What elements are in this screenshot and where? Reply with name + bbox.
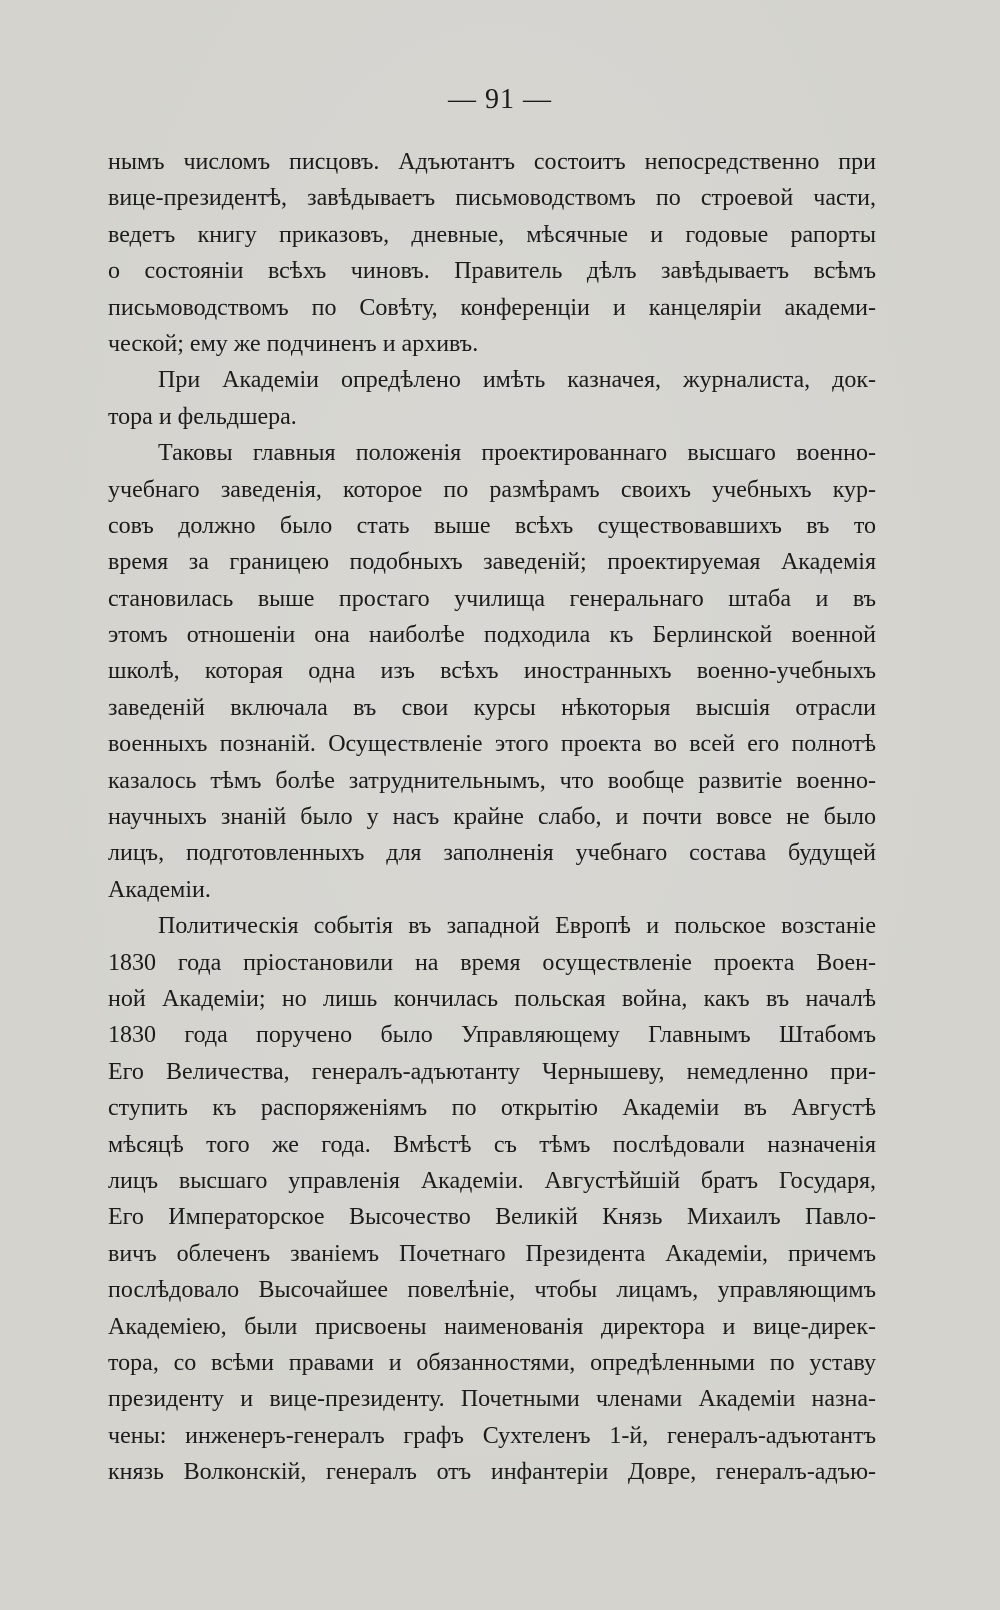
text-line: письмоводствомъ по Совѣту, конференціи и канцеляріи академи- bbox=[108, 294, 876, 321]
text-line: казалось тѣмъ болѣе затруднительнымъ, что вообще развитіе военно- bbox=[108, 767, 876, 794]
paragraph-1 bbox=[108, 144, 876, 362]
text-line: этомъ отношеніи она наиболѣе подходила къ Берлинской военной bbox=[108, 622, 876, 649]
text-line: Его Величества, генералъ-адъютанту Чернышеву, немедленно при- bbox=[108, 1058, 876, 1085]
text-line: вице-президентѣ, завѣдываетъ письмоводствомъ по строевой части, bbox=[108, 185, 876, 212]
text-line: ступить къ распоряженіямъ по открытію Академіи въ Августѣ bbox=[108, 1095, 876, 1122]
text-line: военныхъ познаній. Осуществленіе этого проекта во всей его полнотѣ bbox=[108, 731, 876, 758]
text-line: о состояніи всѣхъ чиновъ. Правитель дѣлъ завѣдываетъ всѣмъ bbox=[108, 258, 876, 285]
text-line: 1830 года поручено было Управляющему Главнымъ Штабомъ bbox=[108, 1022, 876, 1049]
text-line: чены: инженеръ-генералъ графъ Сухтеленъ 1-й, генералъ-адъютантъ bbox=[108, 1422, 876, 1449]
text-line: ведетъ книгу приказовъ, дневные, мѣсячные и годовые рапорты bbox=[108, 221, 876, 248]
paragraph-4 bbox=[108, 908, 876, 1490]
text-line: президенту и вице-президенту. Почетными членами Академіи назна- bbox=[108, 1386, 876, 1413]
text-line: 1830 года пріостановили на время осуществленіе проекта Воен- bbox=[108, 949, 876, 976]
text-line: заведеній включала въ свои курсы нѣкоторыя высшія отрасли bbox=[108, 694, 876, 721]
text-line: послѣдовало Высочайшее повелѣніе, чтобы лицамъ, управляющимъ bbox=[108, 1277, 876, 1304]
text-line: мѣсяцѣ того же года. Вмѣстѣ съ тѣмъ послѣдовали назначенія bbox=[108, 1131, 876, 1158]
paragraph-2 bbox=[108, 362, 876, 435]
text-line: вичъ облеченъ званіемъ Почетнаго Президента Академіи, причемъ bbox=[108, 1240, 876, 1267]
text-line: совъ должно было стать выше всѣхъ существовавшихъ въ то bbox=[108, 512, 876, 539]
page-number: — 91 — bbox=[448, 84, 552, 115]
text-line: Политическія событія въ западной Европѣ и польское возстаніе bbox=[158, 913, 876, 940]
text-line: лицъ высшаго управленія Академіи. Августѣйшій братъ Государя, bbox=[108, 1167, 876, 1194]
text-line: князь Волконскій, генералъ отъ инфантеріи Довре, генералъ-адъю- bbox=[108, 1459, 876, 1486]
text-line: тора и фельдшера. bbox=[108, 403, 297, 430]
text-line: ной Академіи; но лишь кончилась польская война, какъ въ началѣ bbox=[108, 985, 876, 1012]
text-line: лицъ, подготовленныхъ для заполненія учебнаго состава будущей bbox=[108, 840, 876, 867]
text-line: тора, со всѣми правами и обязанностями, опредѣленными по уставу bbox=[108, 1349, 876, 1376]
text-line: ческой; ему же подчиненъ и архивъ. bbox=[108, 330, 479, 357]
text-line: При Академіи опредѣлено имѣть казначея, журналиста, док- bbox=[158, 367, 876, 394]
text-line: учебнаго заведенія, которое по размѣрамъ своихъ учебныхъ кур- bbox=[108, 476, 876, 503]
paragraph-3 bbox=[108, 435, 876, 908]
body-text bbox=[108, 144, 876, 1490]
text-line: Таковы главныя положенія проектированнаго высшаго военно- bbox=[158, 440, 876, 467]
text-line: научныхъ знаній было у насъ крайне слабо, и почти вовсе не было bbox=[108, 804, 876, 831]
text-line: школѣ, которая одна изъ всѣхъ иностранныхъ военно-учебныхъ bbox=[108, 658, 876, 685]
text-line: становилась выше простаго училища генеральнаго штаба и въ bbox=[108, 585, 876, 612]
text-line: Его Императорское Высочество Великій Князь Михаилъ Павло- bbox=[108, 1204, 876, 1231]
text-line: Академіею, были присвоены наименованія директора и вице-дирек- bbox=[108, 1313, 876, 1340]
text-line: время за границею подобныхъ заведеній; проектируемая Академія bbox=[108, 549, 876, 576]
text-line: Академіи. bbox=[108, 876, 211, 903]
text-line: нымъ числомъ писцовъ. Адъютантъ состоитъ непосредственно при bbox=[108, 149, 876, 175]
